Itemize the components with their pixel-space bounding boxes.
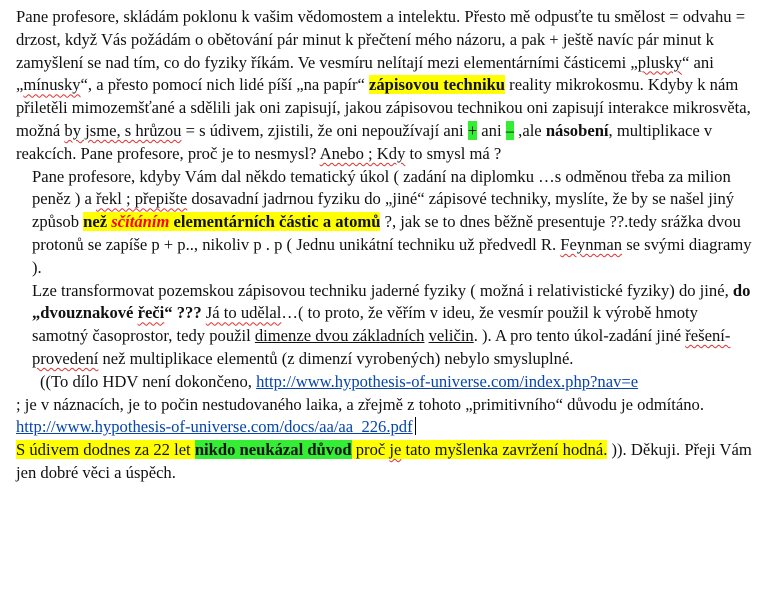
text-run: . ). A pro tento úkol-zadání jiné xyxy=(473,326,686,346)
text-run: smělost = odvahu = drzost, když Vás požádám o obětování pár minut k přečtení mého názoru, xyxy=(16,7,746,49)
text-run: než xyxy=(83,212,112,232)
text-run: třeba za milion peněz ) a xyxy=(32,166,731,209)
text-run: = s údivem, zjistili, že oni nepoužívají ani xyxy=(181,120,468,140)
text-run: Lze transformovat pozemskou zápisovou techniku jaderné fyziky ( možná i relativistické xyxy=(32,280,627,300)
text-run: a pak + ještě navíc pár minut k zamyšlení se nad tím, co do fyziky říkám. Ve vesmíru nelítají xyxy=(16,29,714,72)
paragraph-task xyxy=(16,166,755,280)
text-run: Děkuji. Přeji Vám jen dobré věci a úspěch. xyxy=(16,440,752,482)
text-run: “ ani „ xyxy=(16,52,714,95)
text-run: S údivem dodnes za 22 let xyxy=(16,440,195,460)
text-run: Já to udělal xyxy=(205,303,282,323)
text-run: proč xyxy=(351,440,390,460)
text-run: řeči xyxy=(137,303,165,323)
hdv-note-text: ((To dílo HDV není dokončeno, xyxy=(40,371,257,391)
text-run: papír“ xyxy=(323,75,370,95)
text-run: vyrobených) nebylo smysluplné. xyxy=(356,348,574,368)
text-run: do „dvouznakové xyxy=(32,280,751,323)
text-run: …( to proto, že věřím v ideu, že xyxy=(281,303,498,323)
text-run: )). xyxy=(607,440,631,460)
text-run: “ ??? xyxy=(164,303,202,323)
text-run: plusky xyxy=(637,52,683,72)
text-run: Pane profesore, skládám poklonu k vašim vědomostem a intelektu. Přesto mě odpusťte tu xyxy=(16,7,615,26)
text-run: Feynman xyxy=(560,234,623,254)
text-run: , xyxy=(608,120,617,140)
paragraph-transform xyxy=(16,280,755,371)
text-run: veličin xyxy=(428,326,474,346)
text-run: mínusky xyxy=(23,75,81,95)
text-run: Pane profesore, kdyby Vám dal někdo tematický úkol ( zadání na diplomku …s odměnou xyxy=(32,166,632,186)
text-run: reality mikrokosmu. Kdyby k nám přiletěli mimozemšťané a xyxy=(16,75,739,118)
text-run: je xyxy=(389,440,402,460)
text-run: unikátní techniku už předvedl R. xyxy=(339,234,561,254)
text-run: fyziky) do jiné, xyxy=(626,280,733,300)
text-run: zápisovou techniku xyxy=(369,75,506,95)
paragraph-hdv-note xyxy=(16,371,755,394)
text-run: multiplikace v reakcích. Pane profesore, proč je to nesmysl? xyxy=(16,120,713,163)
pdf-document-link[interactable]: http://www.hypothesis-of-universe.com/docs/aa/aa_226.pdf xyxy=(16,417,413,437)
paragraph-hdv-note-rest: ; je v náznacích, je to počin nestudovaného laika, a zřejmě z tohoto „primitivního“ důvodu je odmítáno. xyxy=(16,394,704,414)
hdv-index-link[interactable]: http://www.hypothesis-of-universe.com/index.php?nav=e xyxy=(256,371,639,391)
text-run: ani xyxy=(477,120,506,140)
text-run: sdělili jak oni zapisují, jakou zápisovou technikou oni zapisují interakce mikrosvěta, možná xyxy=(16,98,751,140)
text-run: ?, jak se to xyxy=(380,212,460,232)
text-run: tato myšlenka zavržení hodná. xyxy=(401,440,608,460)
text-run: + xyxy=(467,120,478,140)
text-run: by jsme, s hrůzou xyxy=(64,120,182,140)
text-run: elementárních částic a atomů xyxy=(169,212,381,232)
paragraph-closing xyxy=(16,439,755,485)
text-cursor xyxy=(415,417,416,435)
text-run: sčítáním xyxy=(111,212,170,232)
text-run: ,ale xyxy=(514,120,546,140)
text-run: mezi elementárními částicemi „ xyxy=(427,52,638,72)
paragraph-intro xyxy=(16,6,755,166)
text-run: řešení-provedení xyxy=(32,326,731,368)
paragraph-pdf-link xyxy=(16,416,755,439)
text-run: dimenze dvou základních xyxy=(254,326,425,346)
text-run: se svými diagramy ). xyxy=(32,234,752,277)
text-run: “, a přesto pomocí nich lidé píší „na xyxy=(80,75,324,95)
text-run: to smysl má ? xyxy=(405,143,502,163)
text-run: – xyxy=(505,120,515,140)
text-run: násobení xyxy=(545,120,609,140)
text-run: nikdo neukázal důvod xyxy=(194,440,352,460)
text-run: vesmír použil k výrobě hmoty samotný časoprostor, tedy použil xyxy=(32,303,698,346)
text-run: Anebo ; Kdy xyxy=(319,143,406,163)
text-run: než multiplikace elementů (z dimenzí xyxy=(98,348,357,368)
text-run: dnes běžně presentuje ??.tedy srážka dvou protonů se zapíše p + p.., nikoliv p . p ( Jednu xyxy=(32,212,741,254)
text-run: řekl ; přepište xyxy=(96,189,188,209)
text-run: myslíte, že by se našel jiný způsob xyxy=(32,189,735,232)
text-run: dosavadní jadrnou fyziku do „jiné“ zápisové techniky, xyxy=(187,189,556,209)
